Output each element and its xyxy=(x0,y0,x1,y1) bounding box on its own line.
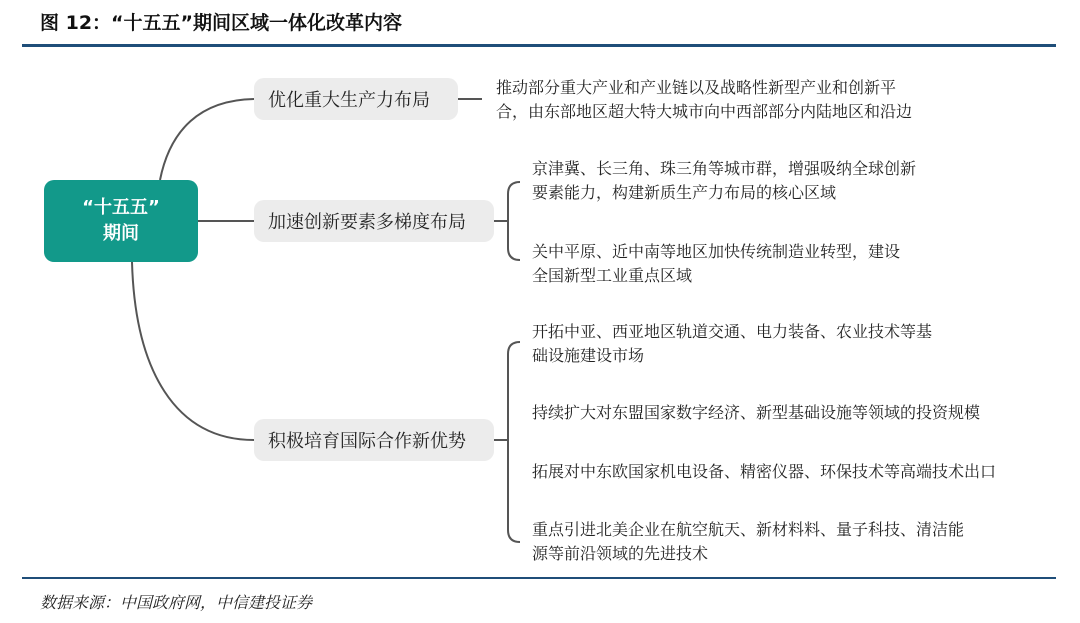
connector-root-branch-1 xyxy=(160,99,254,180)
leaf-line: 合，由东部地区超大特大城市向中西部部分内陆地区和沿边 xyxy=(496,102,913,121)
leaf-line: 开拓中亚、西亚地区轨道交通、电力装备、农业技术等基 xyxy=(532,322,933,341)
leaf-line: 关中平原、近中南等地区加快传统制造业转型，建设 xyxy=(532,242,901,261)
leaf-line: 重点引进北美企业在航空航天、新材料料、量子科技、清洁能 xyxy=(532,520,965,539)
leaf-item xyxy=(532,320,932,368)
root-label-line1: “十五五” xyxy=(82,197,160,218)
leaf-line: 要素能力，构建新质生产力布局的核心区域 xyxy=(532,183,837,202)
leaf-line: 础设施建设市场 xyxy=(532,346,645,365)
branch-label: 优化重大生产力布局 xyxy=(268,90,430,111)
figure-title: 图 12：“十五五”期间区域一体化改革内容 xyxy=(40,12,403,34)
branch-label: 积极培育国际合作新优势 xyxy=(268,431,466,452)
leaf-line: 拓展对中东欧国家机电设备、精密仪器、环保技术等高端技术出口 xyxy=(532,462,997,481)
leaf-item xyxy=(532,518,964,566)
leaf-item xyxy=(532,460,996,484)
leaf-line: 持续扩大对东盟国家数字经济、新型基础设施等领域的投资规模 xyxy=(532,403,981,422)
bottom-rule xyxy=(22,577,1056,579)
branch-node xyxy=(254,78,458,120)
root-node xyxy=(44,180,198,262)
root-label-line2: 期间 xyxy=(103,223,139,244)
leaf-line: 推动部分重大产业和产业链以及战略性新型产业和创新平 xyxy=(496,78,897,97)
branch-node xyxy=(254,419,494,461)
connector-root-branch-3 xyxy=(132,262,254,440)
leaf-item xyxy=(532,157,916,205)
leaf-item xyxy=(532,401,980,425)
source-note: 数据来源：中国政府网，中信建投证券 xyxy=(40,593,313,612)
leaf-item xyxy=(532,240,900,288)
leaf-line: 源等前沿领域的先进技术 xyxy=(532,544,709,563)
leaf-line: 京津冀、长三角、珠三角等城市群，增强吸纳全球创新 xyxy=(532,159,917,178)
branch-node xyxy=(254,200,494,242)
bracket-branch-3 xyxy=(508,342,520,542)
bracket-branch-2 xyxy=(508,182,520,260)
leaf-line: 全国新型工业重点区域 xyxy=(532,266,693,285)
branch-label: 加速创新要素多梯度布局 xyxy=(268,212,466,233)
leaf-item xyxy=(496,76,912,124)
